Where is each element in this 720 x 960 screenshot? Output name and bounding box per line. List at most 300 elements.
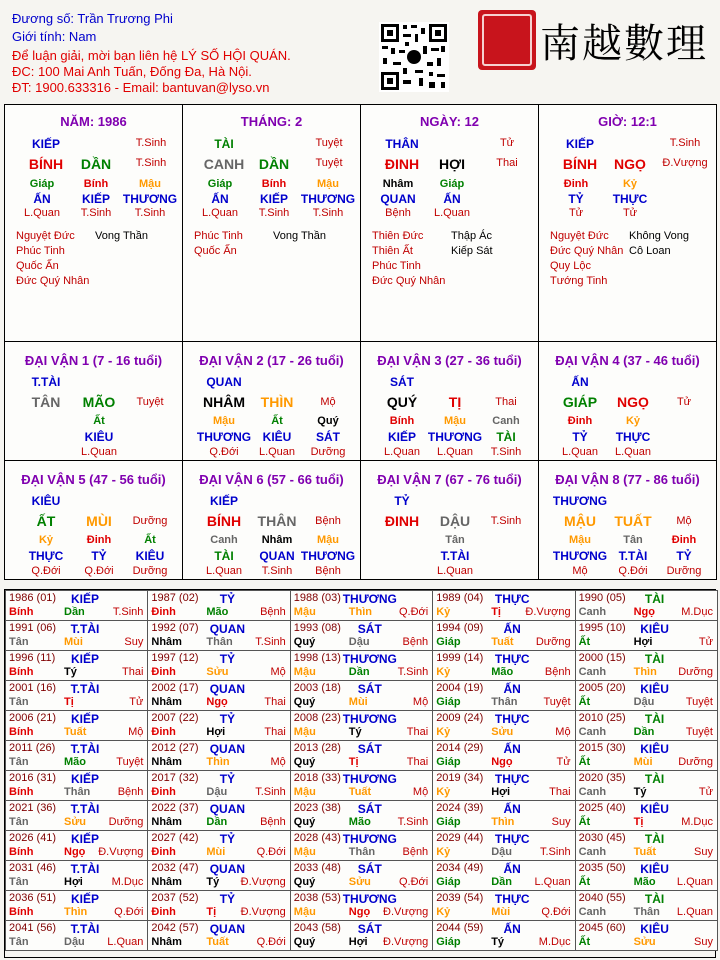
earthly-branch: Mùi (491, 906, 511, 918)
ten-god-label: T.TÀI (70, 682, 100, 696)
earthly-branch: Tý (491, 936, 505, 948)
heavenly-stem: ĐINH (384, 156, 420, 172)
hidden-ten-god: TỶ (568, 192, 584, 206)
year-cell (432, 920, 575, 951)
stage-label: Tử (698, 636, 713, 648)
year-cell (575, 770, 718, 801)
hidden-stem: Mậu (317, 178, 339, 190)
ten-god-label: TỶ (219, 832, 236, 846)
ten-god-label: ẤN (503, 802, 521, 816)
earthly-branch: Mão (64, 756, 86, 768)
hidden-stem: Mậu (213, 415, 235, 427)
hidden-ten-god: TÀI (214, 549, 234, 563)
hidden-ten-god: QUAN (380, 192, 416, 206)
heavenly-stem: BÍNH (562, 156, 598, 172)
ten-god-label: TỶ (219, 892, 236, 906)
hidden-stem: Giáp (439, 178, 465, 190)
earthly-branch: Tuất (64, 726, 87, 738)
earthly-branch: Ngọ (64, 846, 86, 858)
hidden-stage: Tử (568, 207, 584, 219)
stage-label: Dưỡng (108, 816, 144, 828)
star-label: Quy Lộc (550, 260, 591, 272)
heavenly-stem: QUÝ (386, 394, 418, 410)
year-cell (5, 680, 148, 711)
year-label: 2032 (47) (151, 862, 199, 874)
heavenly-stem: ĐINH (384, 513, 420, 529)
year-cell (147, 680, 290, 711)
heavenly-stem: Bính (9, 606, 34, 618)
hidden-ten-god: KIẾP (259, 192, 289, 206)
earthly-branch: HỢI (439, 156, 465, 172)
ten-god-label: KIÊU (640, 742, 669, 756)
heavenly-stem: BÍNH (28, 156, 64, 172)
star-label: Vong Thần (95, 230, 149, 242)
year-label: 2014 (29) (436, 742, 484, 754)
year-label: 2041 (56) (9, 922, 57, 934)
year-cell (290, 590, 433, 621)
star-label: Vong Thần (273, 230, 327, 242)
stage-label: Đ.Vượng (240, 906, 286, 918)
qr-code-icon (379, 22, 449, 92)
star-label: Đức Quý Nhân (372, 275, 446, 287)
earthly-branch: THÌN (260, 394, 294, 410)
stage-label: Suy (124, 636, 144, 648)
year-label: 2019 (34) (436, 772, 484, 784)
pillar-title: THÁNG: 2 (240, 114, 303, 129)
hidden-stage: Dưỡng (132, 565, 168, 577)
year-cell (432, 710, 575, 741)
hidden-stage: T.Sinh (490, 446, 522, 458)
luck-title: ĐẠI VẬN 4 (37 - 46 tuổi) (555, 353, 700, 368)
year-label: 1987 (02) (151, 592, 199, 604)
hidden-stem: Ất (271, 415, 283, 427)
hidden-ten-god: THƯƠNG (300, 192, 356, 206)
ten-god-label: THỰC (494, 712, 530, 726)
heavenly-stem: Đinh (151, 726, 176, 738)
earthly-branch: Hợi (206, 726, 226, 738)
year-cell (5, 830, 148, 861)
stage-label: Tử (499, 137, 515, 149)
heavenly-stem: ẤT (36, 513, 56, 529)
star-label: Phúc Tinh (194, 230, 243, 242)
earthly-branch: Tuất (491, 636, 514, 648)
heavenly-stem: Ất (578, 756, 591, 768)
hidden-stem: Bính (261, 178, 287, 190)
stage-label: T.Sinh (135, 157, 167, 169)
stage-label: Thai (264, 696, 286, 708)
year-label: 2034 (49) (436, 862, 484, 874)
earthly-branch: Mão (633, 876, 656, 888)
hidden-ten-god: ẤN (211, 192, 229, 206)
star-label: Thiên Ất (372, 245, 413, 257)
year-label: 2038 (53) (293, 892, 341, 904)
heavenly-stem: Canh (578, 606, 607, 618)
heavenly-stem: Nhâm (151, 936, 182, 948)
earthly-branch: Tý (206, 876, 220, 888)
hidden-ten-god: KIÊU (135, 549, 165, 563)
stage-label: Mộ (128, 726, 144, 738)
hidden-stem: Ất (144, 534, 156, 546)
ten-god-label: KIẾP (70, 592, 100, 606)
hidden-stem: Đinh (86, 534, 112, 546)
ten-god-label: SÁT (357, 682, 382, 696)
star-label: Quốc Ấn (194, 245, 237, 257)
heavenly-stem: Quý (293, 636, 316, 648)
heavenly-stem: Mậu (293, 726, 316, 738)
earthly-branch: Tý (633, 786, 647, 798)
earthly-branch: Tị (633, 816, 644, 828)
year-label: 1996 (11) (9, 652, 56, 664)
stage-label: Dưỡng (535, 636, 571, 648)
earthly-branch: MÃO (82, 394, 116, 410)
stage-label: Bệnh (402, 846, 429, 858)
contact-note: Để luận giải, mời bạn liên hệ LÝ SỐ HỘI QUÁN. (12, 48, 291, 63)
hidden-stage: L.Quan (436, 565, 474, 577)
stage-label: T.Sinh (397, 666, 429, 678)
luck-title: ĐẠI VẬN 1 (7 - 16 tuổi) (24, 353, 163, 368)
hidden-stage: L.Quan (561, 446, 599, 458)
stage-label: Thai (406, 726, 429, 738)
year-cell (290, 680, 433, 711)
stage-label: Suy (694, 936, 713, 948)
ten-god-label: TỶ (219, 772, 236, 786)
heavenly-stem: Đinh (151, 606, 176, 618)
heavenly-stem: GIÁP (562, 394, 598, 410)
hidden-ten-god: TỶ (91, 549, 107, 563)
hidden-ten-god: KIẾP (387, 430, 417, 444)
hidden-stage: L.Quan (433, 207, 471, 219)
ten-god-label: QUAN (209, 922, 246, 936)
earthly-branch: Mão (206, 606, 229, 618)
year-label: 2043 (58) (293, 922, 341, 934)
year-label: 2035 (50) (578, 862, 626, 874)
ten-god-label: KIẾP (31, 137, 61, 151)
luck-period-cell (4, 460, 183, 580)
hidden-stage: L.Quan (436, 446, 474, 458)
earthly-branch: Dần (491, 876, 512, 888)
ten-god-label: T.TÀI (70, 742, 100, 756)
year-label: 2015 (30) (578, 742, 626, 754)
heavenly-stem: Canh (578, 666, 607, 678)
stage-label: Suy (551, 816, 571, 828)
heavenly-stem: Mậu (293, 786, 316, 798)
year-cell (575, 800, 718, 831)
ten-god-label: THƯƠNG (342, 892, 397, 906)
heavenly-stem: MẬU (564, 513, 596, 529)
ten-god-label: KIẾP (209, 494, 239, 508)
hidden-ten-god: ẤN (443, 192, 461, 206)
year-cell (147, 590, 290, 621)
year-label: 2045 (60) (578, 922, 626, 934)
year-cell (147, 740, 290, 771)
star-label: Thập Ác (451, 230, 492, 242)
hidden-stem: Giáp (207, 178, 233, 190)
earthly-branch: Thìn (206, 756, 230, 768)
ten-god-label: THƯƠNG (342, 712, 397, 726)
hidden-ten-god: QUAN (259, 549, 295, 563)
year-label: 2027 (42) (151, 832, 199, 844)
heavenly-stem: Kỷ (436, 906, 451, 918)
year-label: 1988 (03) (293, 592, 341, 604)
hidden-stage: Dưỡng (310, 446, 346, 458)
earthly-branch: Thìn (633, 666, 657, 678)
year-cell (5, 890, 148, 921)
heavenly-stem: Bính (9, 846, 34, 858)
heavenly-stem: Giáp (436, 756, 461, 768)
earthly-branch: Thìn (64, 906, 88, 918)
ten-god-label: ẤN (503, 682, 521, 696)
year-label: 2022 (37) (151, 802, 199, 814)
hidden-stage: Tử (622, 207, 638, 219)
heavenly-stem: Nhâm (151, 756, 182, 768)
stage-label: Q.Đới (541, 906, 571, 918)
ten-god-label: TỶ (219, 712, 236, 726)
star-label: Cô Loan (629, 245, 671, 257)
hidden-stem: Tân (445, 534, 465, 546)
ten-god-label: QUAN (206, 375, 242, 389)
earthly-branch: Tị (206, 906, 217, 918)
stage-label: Mộ (270, 756, 286, 768)
stage-label: Tử (556, 756, 571, 768)
stage-label: Thai (496, 157, 518, 169)
hidden-ten-god: THƯƠNG (427, 430, 483, 444)
stage-label: Bệnh (544, 666, 571, 678)
stage-label: T.Sinh (540, 846, 571, 858)
year-label: 2000 (15) (578, 652, 626, 664)
ten-god-label: KIÊU (640, 802, 669, 816)
year-cell (290, 770, 433, 801)
heavenly-stem: Canh (578, 846, 607, 858)
hidden-stem: Mậu (139, 178, 161, 190)
ten-god-label: KIẾP (70, 712, 100, 726)
stage-label: Thai (406, 756, 429, 768)
heavenly-stem: Bính (9, 786, 34, 798)
year-cell (575, 740, 718, 771)
heavenly-stem: BÍNH (206, 513, 242, 529)
hidden-stem: Đinh (567, 415, 593, 427)
hidden-stage: Bệnh (385, 207, 411, 219)
hidden-stage: Q.Đới (209, 446, 239, 458)
luck-title: ĐẠI VẬN 3 (27 - 36 tuổi) (377, 353, 522, 368)
annual-luck-table (4, 589, 716, 958)
year-cell (147, 860, 290, 891)
heavenly-stem: Giáp (436, 936, 461, 948)
stage-label: Q.Đới (398, 606, 429, 618)
stage-label: Bệnh (260, 606, 286, 618)
stage-label: Dưỡng (678, 666, 713, 678)
year-label: 2007 (22) (151, 712, 199, 724)
heavenly-stem: CANH (203, 156, 245, 172)
heavenly-stem: Nhâm (151, 876, 182, 888)
year-cell (432, 740, 575, 771)
year-label: 1997 (12) (151, 652, 199, 664)
year-label: 2011 (26) (9, 742, 56, 754)
year-cell (290, 860, 433, 891)
heavenly-stem: Kỷ (436, 726, 451, 738)
stage-label: T.Sinh (135, 137, 167, 149)
heavenly-stem: Nhâm (151, 696, 182, 708)
star-label: Đức Quý Nhân (550, 245, 624, 257)
hidden-ten-god: THỰC (612, 192, 648, 206)
luck-period-cell (4, 341, 183, 461)
earthly-branch: Dậu (206, 786, 228, 798)
year-cell (5, 770, 148, 801)
earthly-branch: Thân (348, 846, 376, 858)
hidden-stem: Canh (492, 415, 520, 427)
year-label: 2008 (23) (293, 712, 341, 724)
year-cell (575, 620, 718, 651)
heavenly-stem: Mậu (293, 846, 316, 858)
heavenly-stem: Quý (293, 816, 316, 828)
contact-address: ĐC: 100 Mai Anh Tuấn, Đống Đa, Hà Nội. (12, 64, 252, 79)
year-label: 2021 (36) (9, 802, 57, 814)
earthly-branch: Ngọ (348, 906, 371, 918)
year-label: 1986 (01) (9, 592, 57, 604)
earthly-branch: Ngọ (206, 696, 228, 708)
year-label: 2044 (59) (436, 922, 484, 934)
hidden-ten-god: KIÊU (84, 430, 114, 444)
earthly-branch: TỊ (448, 394, 462, 410)
heavenly-stem: Mậu (293, 606, 316, 618)
ten-god-label: ẤN (503, 622, 521, 636)
ten-god-label: ẤN (503, 922, 521, 936)
year-cell (290, 800, 433, 831)
hidden-stage: Mộ (572, 565, 588, 577)
year-cell (432, 800, 575, 831)
stage-label: T.Sinh (255, 636, 286, 648)
heavenly-stem: Tân (9, 636, 29, 648)
heavenly-stem: Tân (9, 816, 29, 828)
year-cell (290, 920, 433, 951)
ten-god-label: KIÊU (31, 494, 61, 508)
hidden-stage: T.Sinh (258, 207, 290, 219)
heavenly-stem: Quý (293, 696, 316, 708)
year-label: 2016 (31) (9, 772, 57, 784)
ten-god-label: TỶ (394, 494, 410, 508)
year-cell (432, 830, 575, 861)
pillar-cell (4, 104, 183, 342)
stage-label: T.Sinh (255, 786, 286, 798)
heavenly-stem: NHÂM (203, 394, 245, 410)
hidden-ten-god: T.TÀI (618, 549, 648, 563)
stage-label: Q.Đới (398, 876, 429, 888)
stage-label: Q.Đới (256, 846, 286, 858)
stage-label: Thai (264, 726, 286, 738)
ten-god-label: THỰC (494, 832, 530, 846)
stage-label: Tuyệt (315, 157, 343, 169)
ten-god-label: TỶ (219, 592, 236, 606)
year-label: 2012 (27) (151, 742, 199, 754)
earthly-branch: Tị (348, 756, 359, 768)
year-label: 2030 (45) (578, 832, 626, 844)
ten-god-label: KIÊU (640, 922, 669, 936)
hidden-stem: Giáp (29, 178, 55, 190)
contact-phone-email[interactable]: ĐT: 1900.633316 - Email: bantuvan@lyso.vn (12, 80, 270, 95)
stage-label: Đ.Vượng (525, 606, 571, 618)
stage-label: Thai (549, 786, 571, 798)
heavenly-stem: Canh (578, 906, 607, 918)
stage-label: Q.Đới (256, 936, 286, 948)
hidden-stem: Mậu (569, 534, 591, 546)
star-label: Phúc Tinh (16, 245, 65, 257)
hidden-ten-god: KIẾP (81, 192, 111, 206)
year-label: 2018 (33) (293, 772, 341, 784)
stage-label: T.Sinh (397, 816, 429, 828)
pillar-title: NGÀY: 12 (420, 114, 479, 129)
hidden-stem: Canh (210, 534, 238, 546)
ten-god-label: SÁT (390, 375, 414, 389)
ten-god-label: QUAN (209, 802, 246, 816)
earthly-branch: NGỌ (614, 156, 646, 172)
year-label: 2005 (20) (578, 682, 626, 694)
year-label: 1992 (07) (151, 622, 199, 634)
hidden-stem: Kỷ (38, 534, 54, 546)
heavenly-stem: Mậu (293, 906, 316, 918)
heavenly-stem: Tân (9, 876, 29, 888)
stage-label: M.Dục (538, 936, 571, 948)
hidden-stage: Q.Đới (31, 565, 61, 577)
stage-label: Tuyệt (543, 696, 571, 708)
year-label: 2023 (38) (293, 802, 341, 814)
heavenly-stem: Giáp (436, 876, 461, 888)
ten-god-label: KIẾP (70, 772, 100, 786)
luck-title: ĐẠI VẬN 5 (47 - 56 tuổi) (21, 472, 166, 487)
stage-label: Tuyệt (315, 137, 343, 149)
year-cell (575, 710, 718, 741)
year-cell (290, 830, 433, 861)
stage-label: Tử (698, 786, 713, 798)
earthly-branch: Dần (206, 816, 228, 828)
year-label: 2001 (16) (9, 682, 57, 694)
year-label: 2013 (28) (293, 742, 341, 754)
seal-stamp-logo (478, 10, 536, 70)
heavenly-stem: Bính (9, 906, 34, 918)
stage-label: Tuyệt (685, 696, 713, 708)
earthly-branch: Hợi (633, 636, 653, 648)
stage-label: Bệnh (260, 816, 286, 828)
earthly-branch: Dần (348, 666, 370, 678)
year-label: 2036 (51) (9, 892, 57, 904)
earthly-branch: Sửu (348, 876, 371, 888)
heavenly-stem: Đinh (151, 906, 176, 918)
ten-god-label: QUAN (209, 742, 246, 756)
stage-label: Đ.Vượng (662, 157, 708, 169)
heavenly-stem: Quý (293, 936, 316, 948)
earthly-branch: Hợi (491, 786, 511, 798)
pillar-cell (182, 104, 361, 342)
ten-god-label: THỰC (494, 772, 530, 786)
ten-god-label: T.TÀI (70, 922, 100, 936)
brand-logo: 南越數理 (540, 21, 708, 67)
heavenly-stem: Ất (578, 636, 591, 648)
heavenly-stem: Quý (293, 876, 316, 888)
hidden-stem: Bính (389, 415, 415, 427)
hidden-ten-god: T.TÀI (440, 549, 470, 563)
year-cell (5, 740, 148, 771)
earthly-branch: Thìn (491, 816, 515, 828)
ten-god-label: KIẾP (70, 892, 100, 906)
year-cell (432, 680, 575, 711)
ten-god-label: SÁT (357, 802, 382, 816)
stage-label: T.Sinh (112, 606, 144, 618)
earthly-branch: Dậu (491, 846, 512, 858)
year-label: 1995 (10) (578, 622, 626, 634)
stage-label: Mộ (412, 786, 429, 798)
hidden-stage: L.Quan (383, 446, 421, 458)
earthly-branch: Mùi (64, 636, 83, 648)
hidden-stage: Q.Đới (84, 565, 114, 577)
hidden-ten-god: THƯƠNG (122, 192, 178, 206)
